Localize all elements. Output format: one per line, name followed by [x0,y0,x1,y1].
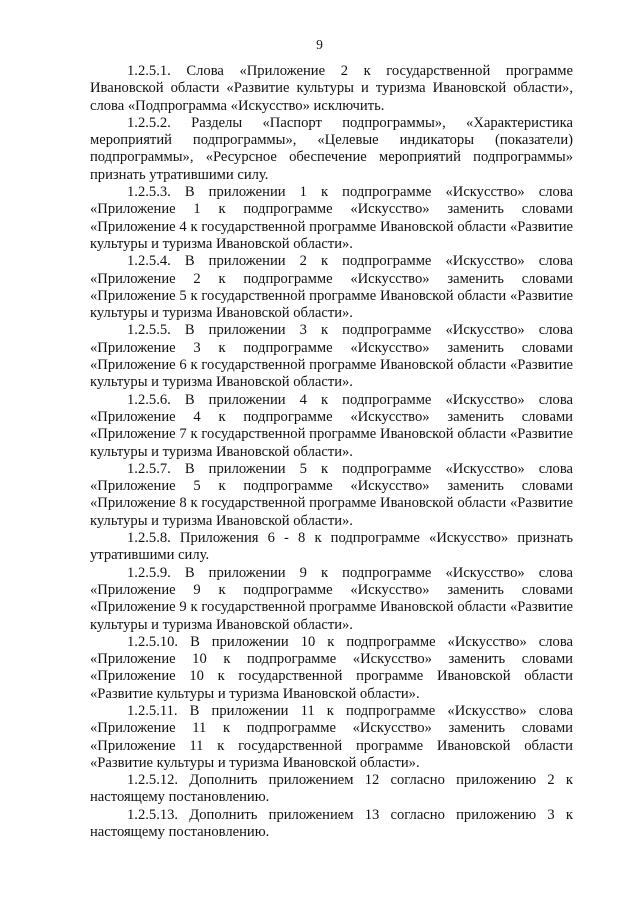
paragraph-1-2-5-13: 1.2.5.13. Дополнить приложением 13 согласно приложению 3 к настоящему постановлению. [90,806,573,841]
paragraph-1-2-5-9: 1.2.5.9. В приложении 9 к подпрограмме «Искусство» слова «Приложение 9 к подпрограмме «Искусство» заменить словами «Приложение 9 к государственной программе Ивановской области «Развитие культуры и туризма Ивановской области». [90,564,573,633]
paragraph-1-2-5-6: 1.2.5.6. В приложении 4 к подпрограмме «Искусство» слова «Приложение 4 к подпрограмме «Искусство» заменить словами «Приложение 7 к государственной программе Ивановской области «Развитие культуры и туризма Ивановской области». [90,391,573,460]
document-body [90,63,573,841]
paragraph-1-2-5-3: 1.2.5.3. В приложении 1 к подпрограмме «Искусство» слова «Приложение 1 к подпрограмме «Искусство» заменить словами «Приложение 4 к государственной программе Ивановской области «Развитие культуры и туризма Ивановской области». [90,184,573,252]
paragraph-1-2-5-4: 1.2.5.4. В приложении 2 к подпрограмме «Искусство» слова «Приложение 2 к подпрограмме «Искусство» заменить словами «Приложение 5 к государственной программе Ивановской области «Развитие культуры и туризма Ивановской области». [90,253,573,322]
paragraph-1-2-5-5: 1.2.5.5. В приложении 3 к подпрограмме «Искусство» слова «Приложение 3 к подпрограмме «Искусство» заменить словами «Приложение 6 к государственной программе Ивановской области «Развитие культуры и туризма Ивановской области». [90,322,573,391]
paragraph-1-2-5-1: 1.2.5.1. Слова «Приложение 2 к государственной программе Ивановской области «Развитие культуры и туризма Ивановской области», слова «Подпрограмма «Искусство» исключить. [90,63,573,114]
paragraph-1-2-5-10: 1.2.5.10. В приложении 10 к подпрограмме «Искусство» слова «Приложение 10 к подпрограмме «Искусство» заменить словами «Приложение 10 к государственной программе Ивановской области «Развитие культуры и туризма Ивановской области». [90,633,573,702]
paragraph-1-2-5-2: 1.2.5.2. Разделы «Паспорт подпрограммы», «Характеристика мероприятий подпрограммы», «Целевые индикаторы (показатели) подпрограммы», «Ресурсное обеспечение мероприятий подпрограммы» признать утратившими силу. [90,114,573,183]
paragraph-1-2-5-11: 1.2.5.11. В приложении 11 к подпрограмме «Искусство» слова «Приложение 11 к подпрограмме «Искусство» заменить словами «Приложение 11 к государственной программе Ивановской области «Развитие культуры и туризма Ивановской области». [90,702,573,771]
page-number: 9 [316,37,323,52]
paragraph-1-2-5-8: 1.2.5.8. Приложения 6 - 8 к подпрограмме «Искусство» признать утратившими силу. [90,530,573,564]
paragraph-1-2-5-12: 1.2.5.12. Дополнить приложением 12 согласно приложению 2 к настоящему постановлению. [90,772,573,806]
paragraph-1-2-5-7: 1.2.5.7. В приложении 5 к подпрограмме «Искусство» слова «Приложение 5 к подпрограмме «Искусство» заменить словами «Приложение 8 к государственной программе Ивановской области «Развитие культуры и туризма Ивановской области». [90,460,573,529]
